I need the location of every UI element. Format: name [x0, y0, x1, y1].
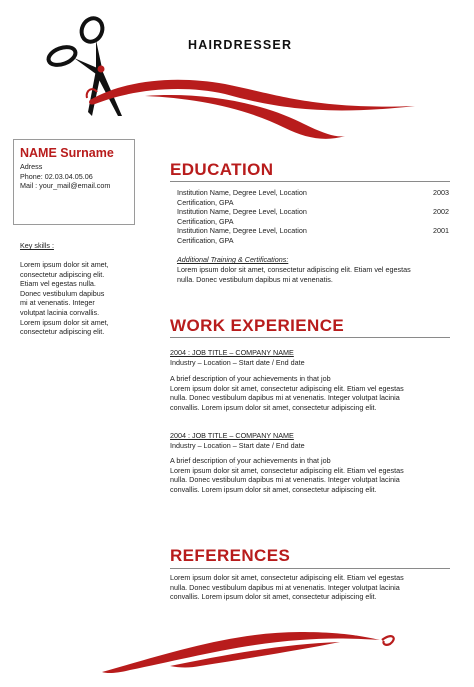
contact-mail: Mail : your_mail@email.com	[20, 181, 111, 191]
references-text	[170, 573, 460, 602]
paragraph-line: nulla. Donec vestibulum dapibus mi at venenatis. Integer volutpat lacinia	[170, 393, 400, 403]
education-entry	[177, 226, 449, 245]
education-line: Certification, GPA	[177, 235, 234, 245]
skills-heading: Key skills :	[20, 241, 54, 250]
paragraph-line: convallis. Lorem ipsum dolor sit amet, consectetur adipiscing elit.	[170, 402, 377, 412]
education-line: Institution Name, Degree Level, Location	[177, 207, 307, 216]
paragraph-line: Lorem ipsum dolor sit amet, consectetur adipiscing elit. Etiam vel egestas	[170, 465, 404, 475]
references-rule	[170, 568, 450, 569]
paragraph-line: nulla. Donec vestibulum dapibus mi at venenatis. Integer volutpat lacinia	[170, 582, 400, 592]
paragraph-line: Lorem ipsum dolor sit amet, consectetur adipiscing elit. Etiam vel egestas	[170, 383, 404, 393]
paragraph-line: Lorem ipsum dolor sit amet, consectetur adipiscing elit. Etiam vel egestas	[170, 573, 404, 582]
paragraph-line: nulla. Donec vestibulum dapibus mi at venenatis.	[177, 274, 333, 284]
page-title: HAIRDRESSER	[188, 38, 293, 52]
hair-swoosh-top	[85, 70, 420, 142]
work-heading: WORK EXPERIENCE	[170, 316, 345, 335]
skills-line: Etiam vel egestas nulla.	[20, 279, 96, 289]
education-entry	[177, 188, 449, 207]
references-heading: REFERENCES	[170, 546, 291, 565]
education-year: 2001	[433, 226, 449, 235]
skills-line: Donec vestibulum dapibus	[20, 288, 105, 298]
work-rule	[170, 337, 450, 338]
job-description	[170, 374, 460, 412]
education-line: Certification, GPA	[177, 197, 234, 207]
education-line: Institution Name, Degree Level, Location	[177, 226, 307, 235]
education-line: Institution Name, Degree Level, Location	[177, 188, 307, 197]
candidate-name: NAME Surname	[20, 146, 114, 160]
education-rule	[170, 181, 450, 182]
paragraph-line: convallis. Lorem ipsum dolor sit amet, consectetur adipiscing elit.	[170, 592, 377, 602]
job-entry-header	[170, 431, 460, 450]
contact-address: Adress	[20, 162, 43, 171]
paragraph-line: Lorem ipsum dolor sit amet, consectetur adipiscing elit. Etiam vel egestas	[177, 265, 411, 274]
paragraph-line: A brief description of your achievements in that job	[170, 374, 331, 383]
skills-line: Lorem ipsum dolor sit amet,	[20, 260, 109, 269]
additional-training-heading: Additional Training & Certifications:	[177, 255, 289, 264]
job-meta: Industry – Location – Start date / End date	[170, 440, 305, 450]
job-meta: Industry – Location – Start date / End date	[170, 357, 305, 367]
paragraph-line: A brief description of your achievements in that job	[170, 456, 331, 465]
skills-line: Lorem ipsum dolor sit amet,	[20, 317, 109, 327]
paragraph-line: convallis. Lorem ipsum dolor sit amet, consectetur adipiscing elit.	[170, 484, 377, 494]
education-heading: EDUCATION	[170, 160, 274, 179]
job-title: 2004 : JOB TITLE – COMPANY NAME	[170, 348, 294, 357]
education-entry	[177, 207, 449, 226]
skills-text	[20, 260, 132, 337]
contact-phone: Phone: 02.03.04.05.06	[20, 171, 93, 181]
skills-line: volutpat lacinia convallis.	[20, 307, 100, 317]
hair-swoosh-bottom	[100, 626, 400, 676]
job-entry-header	[170, 348, 460, 367]
additional-training-text	[177, 265, 462, 284]
skills-line: mi at venenatis. Integer	[20, 298, 95, 308]
skills-line: consectetur adipiscing elit.	[20, 269, 105, 279]
job-description	[170, 456, 460, 494]
skills-line: consectetur adipiscing elit.	[20, 327, 105, 337]
contact-box	[13, 139, 135, 225]
education-line: Certification, GPA	[177, 216, 234, 226]
paragraph-line: nulla. Donec vestibulum dapibus mi at venenatis. Integer volutpat lacinia	[170, 475, 400, 485]
education-year: 2003	[433, 188, 449, 197]
education-year: 2002	[433, 207, 449, 216]
job-title: 2004 : JOB TITLE – COMPANY NAME	[170, 431, 294, 440]
